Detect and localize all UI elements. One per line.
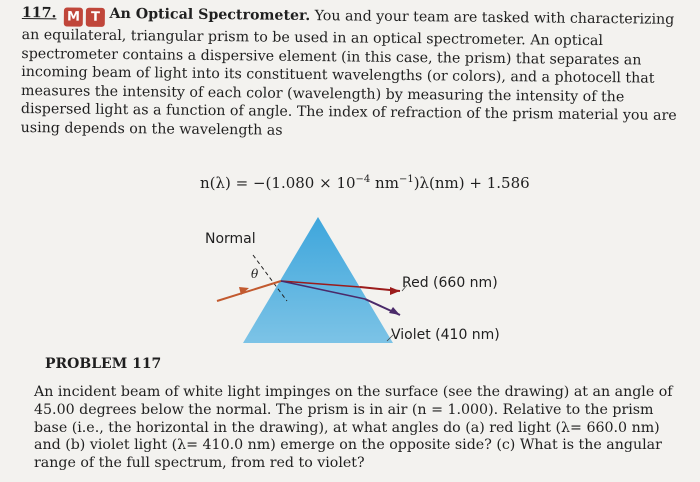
problem-title: An Optical Spectrometer.: [109, 5, 311, 25]
problem-question: An incident beam of white light impinges on the surface (see the drawing) at an angle of 45.00 degrees below the normal. The prism is in air (n = 1.000). Relative to the prism base (i.e., the horizontal in the drawing), at what angles do (a) red light (λ= 660.0 nm) and (b) violet light (λ= 410.0 nm) emerge on the opposite side? (c) What is the angular range of the full spectrum, from red to violet?: [34, 384, 673, 472]
equation-lhs: n(λ) = −(1.080 × 10: [200, 174, 356, 192]
prism-diagram: [195, 205, 525, 355]
problem-label: PROBLEM 117: [45, 356, 162, 372]
badge-t: T: [86, 8, 105, 27]
problem-intro: [21, 4, 690, 145]
equation-exp: −4: [355, 174, 371, 185]
problem-number: 117.: [21, 4, 57, 22]
theta-label: θ: [251, 267, 259, 281]
index-equation: [200, 174, 530, 192]
red-arrow: [390, 287, 400, 295]
red-label: Red (660 nm): [402, 275, 498, 291]
violet-arrow: [389, 307, 400, 315]
problem-intro-text: You and your team are tasked with characterizing an equilateral, triangular prism to be used in an optical spectrometer. An optical spectrometer contains a dispersive element (in this case, the prism) that separates an incoming beam of light into its constituent wavelengths (or colors), and a photocell that measures the intensity of each color (wavelength) by measuring the intensity of the dispersed light as a function of angle. The index of refraction of the prism material you are using depends on the wavelength as: [20, 8, 677, 139]
badge-m: M: [64, 7, 83, 26]
equation-rhs: )λ(nm) + 1.586: [413, 174, 530, 192]
normal-label: Normal: [205, 231, 256, 247]
prism: [243, 217, 393, 343]
equation-exp2: −1: [398, 174, 414, 185]
violet-label: Violet (410 nm): [391, 327, 500, 343]
equation-mid: nm: [370, 174, 399, 192]
